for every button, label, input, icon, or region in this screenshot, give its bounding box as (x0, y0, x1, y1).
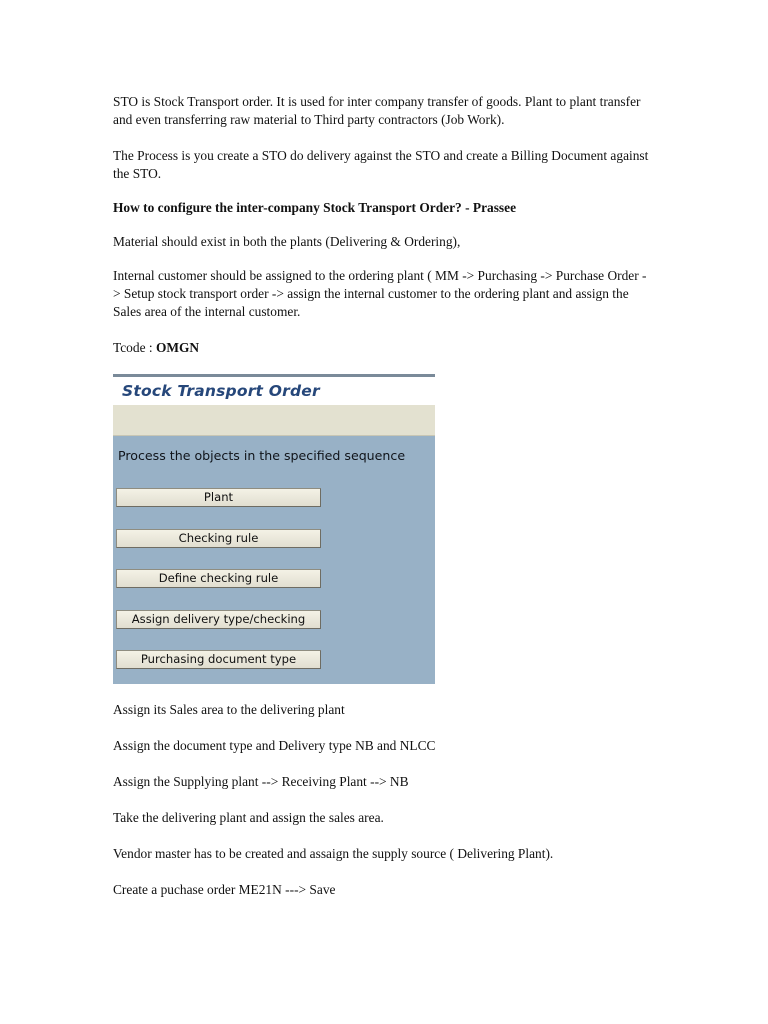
step-paragraph: Vendor master has to be created and assaign the supply source ( Delivering Plant). (113, 846, 554, 861)
purchasing-document-type-button[interactable]: Purchasing document type (116, 650, 321, 669)
step-paragraph: Assign the document type and Delivery type NB and NLCC (113, 738, 436, 753)
sap-toolbar (113, 405, 435, 436)
sap-screenshot (113, 374, 435, 684)
define-checking-rule-button[interactable]: Define checking rule (116, 569, 321, 588)
section-heading: How to configure the inter-company Stock Transport Order? - Prassee (113, 200, 517, 215)
assign-delivery-type-button[interactable]: Assign delivery type/checking (116, 610, 321, 629)
internal-customer-paragraph: Internal customer should be assigned to the ordering plant ( MM -> Purchasing -> Purchase Order -> Setup stock transport order -> assign the internal customer to the ordering plant and assign the Sales area of the internal customer. (113, 268, 647, 319)
sap-screen-title: Stock Transport Order (122, 382, 320, 400)
step-paragraph: Take the delivering plant and assign the sales area. (113, 810, 384, 825)
step-paragraph: Assign the Supplying plant --> Receiving Plant --> NB (113, 774, 409, 789)
document-page (113, 93, 653, 917)
sap-instruction-text: Process the objects in the specified sequence (118, 448, 406, 463)
material-paragraph: Material should exist in both the plants (Delivering & Ordering), (113, 234, 461, 249)
step-paragraph: Create a puchase order ME21N ---> Save (113, 882, 336, 897)
tcode-label: Tcode : (113, 340, 156, 355)
sap-title-bar (113, 377, 435, 405)
steps-list (113, 701, 653, 899)
intro-paragraph: STO is Stock Transport order. It is used for inter company transfer of goods. Plant to plant transfer and even transferring raw material to Third party contractors (Job Work). (113, 94, 641, 127)
process-paragraph: The Process is you create a STO do delivery against the STO and create a Billing Document against the STO. (113, 148, 649, 181)
tcode-line (113, 339, 653, 357)
plant-button[interactable]: Plant (116, 488, 321, 507)
checking-rule-button[interactable]: Checking rule (116, 529, 321, 548)
step-paragraph: Assign its Sales area to the delivering plant (113, 702, 345, 717)
tcode-value: OMGN (155, 340, 200, 355)
